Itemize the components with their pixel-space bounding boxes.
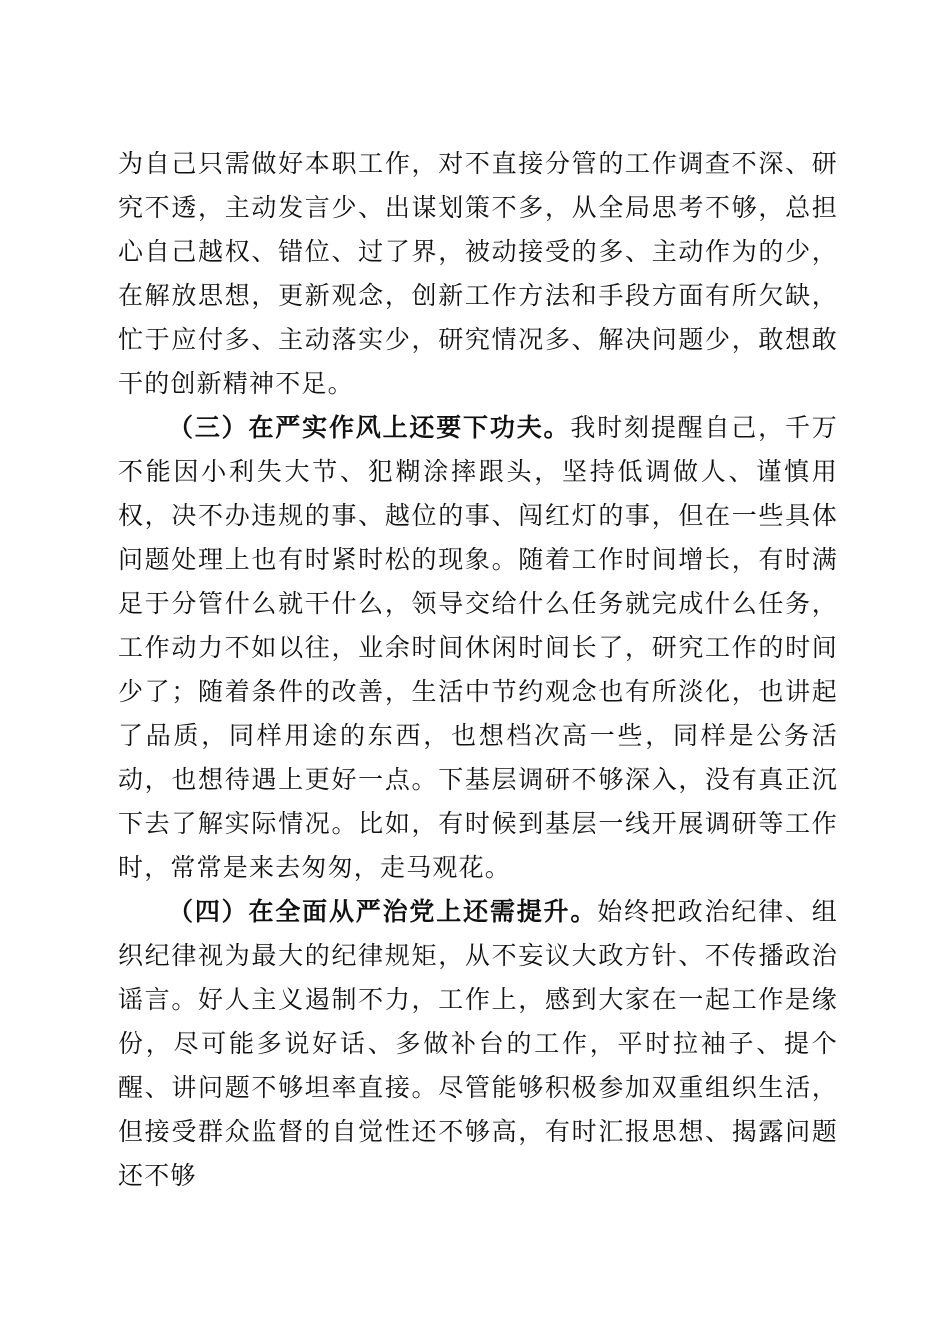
- document-body: [118, 142, 838, 1198]
- paragraph-body: 我时刻提醒自己，千万不能因小利失大节、犯糊涂摔跟头，坚持低调做人、谨慎用权，决不办违规的事、越位的事、闯红灯的事，但在一些具体问题处理上也有时紧时松的现象。随着工作时间增长，有时满足于分管什么就干什么，领导交给什么任务就完成什么任务，工作动力不如以往，业余时间休闲时间长了，研究工作的时间少了；随着条件的改善，生活中节约观念也有所淡化，也讲起了品质，同样用途的东西，也想档次高一些，同样是公务活动，也想待遇上更好一点。下基层调研不够深入，没有真正沉下去了解实际情况。比如，有时候到基层一线开展调研等工作时，常常是来去匆匆，走马观花。: [118, 413, 838, 882]
- paragraph-continuation: [118, 142, 838, 406]
- paragraph-body: 始终把政治纪律、组织纪律视为最大的纪律规矩，从不妄议大政方针、不传播政治谣言。好人主义遏制不力，工作上，感到大家在一起工作是缘份，尽可能多说好话、多做补台的工作，平时拉袖子、提个醒、讲问题不够坦率直接。尽管能够积极参加双重组织生活，但接受群众监督的自觉性还不够高，有时汇报思想、揭露问题还不够: [118, 897, 838, 1190]
- section-heading: （四）在全面从严治党上还需提升。: [168, 897, 598, 926]
- paragraph-section-three: [118, 406, 838, 890]
- paragraph-section-four: [118, 890, 838, 1198]
- paragraph-body: 为自己只需做好本职工作，对不直接分管的工作调查不深、研究不透，主动发言少、出谋划策不多，从全局思考不够，总担心自己越权、错位、过了界，被动接受的多、主动作为的少，在解放思想，更新观念，创新工作方法和手段方面有所欠缺，忙于应付多、主动落实少，研究情况多、解决问题少，敢想敢干的创新精神不足。: [118, 149, 838, 398]
- section-heading: （三）在严实作风上还要下功夫。: [168, 413, 571, 442]
